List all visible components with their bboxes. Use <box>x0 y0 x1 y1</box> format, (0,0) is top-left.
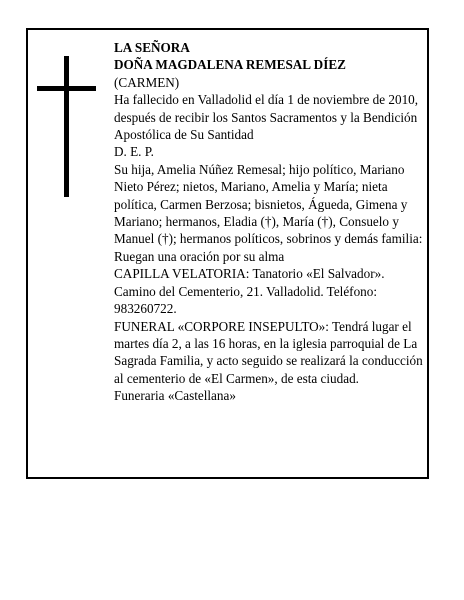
notice-title: LA SEÑORA <box>114 40 190 55</box>
deceased-nickname: (CARMEN) <box>114 74 180 90</box>
dep-line: D. E. P. <box>114 144 154 160</box>
family-list: Su hija, Amelia Núñez Remesal; hijo político, Mariano Nieto Pérez; nietos, Mariano, Amelia y María; nieta política, Carmen Berzosa; bisnietos, Águeda, Gimena y Mariano; hermanos, Eladia (†), María (†), Consuelo y Manuel (†); hermanos políticos, sobrinos y demás familia: <box>114 161 423 247</box>
deceased-name: DOÑA MAGDALENA REMESAL DÍEZ <box>114 57 346 73</box>
funeral-info: FUNERAL «CORPORE INSEPULTO»: Tendrá lugar el martes día 2, a las 16 horas, en la iglesia parroquial de La Sagrada Familia, y acto seguido se realizará la conducción al cementerio de «El Carmen», de esta ciudad. <box>114 318 423 386</box>
prayer-request: Ruegan una oración por su alma <box>114 248 285 264</box>
cross-icon-bar <box>37 86 96 91</box>
obituary-text <box>114 39 426 405</box>
death-announcement: Ha fallecido en Valladolid el día 1 de noviembre de 2010, después de recibir los Santos Sacramentos y la Bendición Apostólica de Su Santidad <box>114 92 419 143</box>
chapel-info: CAPILLA VELATORIA: Tanatorio «El Salvador». Camino del Cementerio, 21. Valladolid. Teléfono: 983260722. <box>114 266 385 317</box>
funeral-home: Funeraria «Castellana» <box>114 388 236 404</box>
cross-icon <box>64 56 69 197</box>
